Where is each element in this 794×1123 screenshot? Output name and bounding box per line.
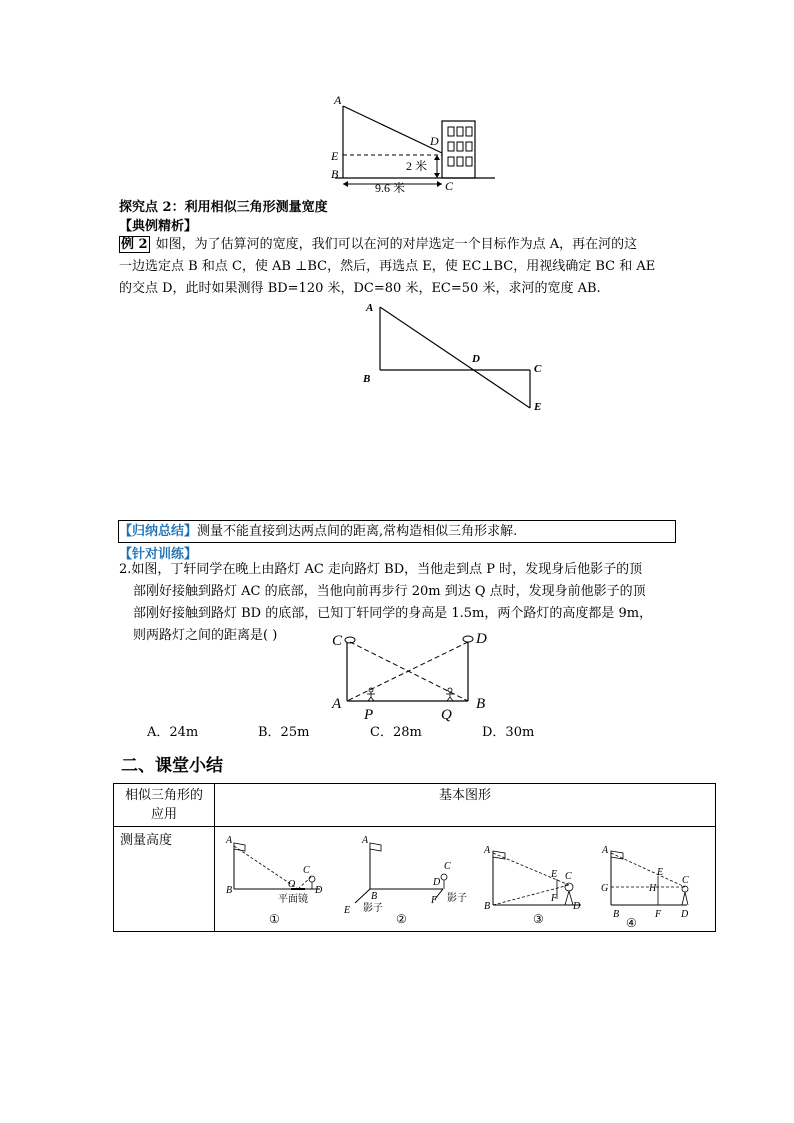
option-d[interactable]: D．30m [482, 725, 535, 740]
summary-tag: 【归纳总结】 [119, 524, 198, 539]
svg-text:G: G [601, 883, 609, 894]
svg-text:F: F [551, 893, 558, 904]
question-line-4: 则两路灯之间的距离是( ) [133, 628, 278, 643]
svg-text:③: ③ [533, 912, 544, 926]
river-label-b: B [363, 373, 371, 385]
svg-text:A: A [362, 835, 369, 846]
svg-text:H: H [649, 883, 657, 894]
example-text-1: 如图，为了估算河的宽度，我们可以在河的对岸选定一个目标作为点 A，再在河的这 [155, 237, 638, 252]
svg-text:B: B [613, 909, 620, 920]
option-c[interactable]: C．28m [370, 725, 422, 740]
header-basic-figure: 基本图形 [215, 784, 716, 827]
svg-text:①: ① [269, 912, 280, 926]
example-text-2: 一边选定点 B 和点 C，使 AB ⊥BC，然后，再选点 E，使 EC⊥BC，用视线确定 BC 和 AE [119, 259, 656, 274]
lamp-label-d: D [476, 631, 487, 647]
river-label-d: D [472, 353, 480, 365]
summary-text: 测量不能直接到达两点间的距离,常构造相似三角形求解. [197, 524, 518, 539]
building-figure [325, 92, 500, 196]
svg-text:F: F [431, 895, 438, 906]
dim-2m: 2 米 [406, 159, 428, 173]
svg-text:C: C [565, 871, 572, 882]
basic-figures-cell [215, 827, 716, 932]
lamp-label-c: C [332, 633, 343, 649]
label-d: D [430, 134, 439, 148]
lamp-label-a: A [332, 696, 342, 712]
river-figure [358, 298, 548, 416]
training-tag: 【针对训练】 [119, 547, 198, 562]
svg-text:F: F [655, 909, 662, 920]
svg-text:②: ② [396, 912, 407, 926]
row-measure-height: 测量高度 [114, 827, 215, 932]
header-application: 相似三角形的应用 [114, 784, 215, 827]
svg-text:B: B [226, 885, 233, 896]
label-e: E [331, 149, 339, 163]
svg-text:E: E [551, 869, 558, 880]
svg-text:E: E [344, 905, 351, 916]
option-b[interactable]: B．25m [258, 725, 310, 740]
lamp-label-p: P [364, 707, 374, 723]
section-title: 探究点 2：利用相似三角形测量宽度 [119, 200, 328, 215]
example-header: 【典例精析】 [119, 219, 198, 234]
figure-1 [225, 835, 323, 926]
options-row [147, 724, 542, 742]
question-line-2: 部刚好接触到路灯 AC 的底部，当他向前再步行 20m 到达 Q 点时，发现身前他影子的顶 [133, 584, 646, 599]
label-c: C [445, 179, 454, 193]
svg-text:A: A [602, 845, 609, 856]
summary-box [118, 520, 676, 543]
svg-text:④: ④ [626, 916, 637, 930]
svg-text:A: A [226, 835, 233, 846]
figure-2 [343, 835, 467, 926]
svg-text:D: D [433, 877, 441, 888]
svg-text:影子: 影子 [447, 893, 467, 904]
river-label-e: E [534, 401, 542, 413]
figure-3 [483, 845, 581, 926]
summary-table [113, 783, 716, 932]
question-line-3: 部刚好接触到路灯 BD 的底部，已知丁轩同学的身高是 1.5m，两个路灯的高度都是 9m， [133, 606, 653, 621]
svg-text:D: D [573, 901, 581, 912]
option-a[interactable]: A．24m [147, 725, 199, 740]
lamp-label-q: Q [441, 707, 452, 723]
svg-text:A: A [484, 845, 491, 856]
lamp-label-b: B [476, 696, 486, 712]
river-label-a: A [366, 302, 374, 314]
svg-text:C: C [303, 865, 310, 876]
label-b: B [331, 167, 339, 181]
svg-text:平面镜: 平面镜 [278, 894, 308, 905]
svg-text:D: D [681, 909, 689, 920]
svg-text:影子: 影子 [363, 903, 383, 914]
person-p-icon [367, 688, 375, 701]
example-tag: 例 2 [121, 237, 148, 252]
example-paragraph [119, 234, 689, 300]
svg-text:O: O [288, 879, 296, 890]
river-label-c: C [534, 363, 542, 375]
svg-text:E: E [657, 867, 664, 878]
svg-text:B: B [371, 891, 378, 902]
svg-text:B: B [484, 901, 491, 912]
street-lamp-figure [328, 628, 498, 724]
figure-4 [601, 845, 689, 930]
question-line-1: 2.如图，丁轩同学在晚上由路灯 AC 走向路灯 BD，当他走到点 P 时，发现身后他影子的顶 [119, 562, 643, 577]
basic-figures [215, 827, 715, 931]
label-a: A [334, 93, 342, 107]
svg-text:C: C [682, 875, 689, 886]
dim-9-6m: 9.6 米 [375, 181, 406, 195]
example-text-3: 的交点 D，此时如果测得 BD=120 米，DC=80 米，EC=50 米，求河的宽度 AB. [119, 281, 601, 296]
class-summary-title: 二、课堂小结 [121, 756, 223, 776]
svg-text:D: D [315, 885, 323, 896]
svg-text:C: C [444, 861, 451, 872]
person-q-icon [446, 688, 454, 701]
